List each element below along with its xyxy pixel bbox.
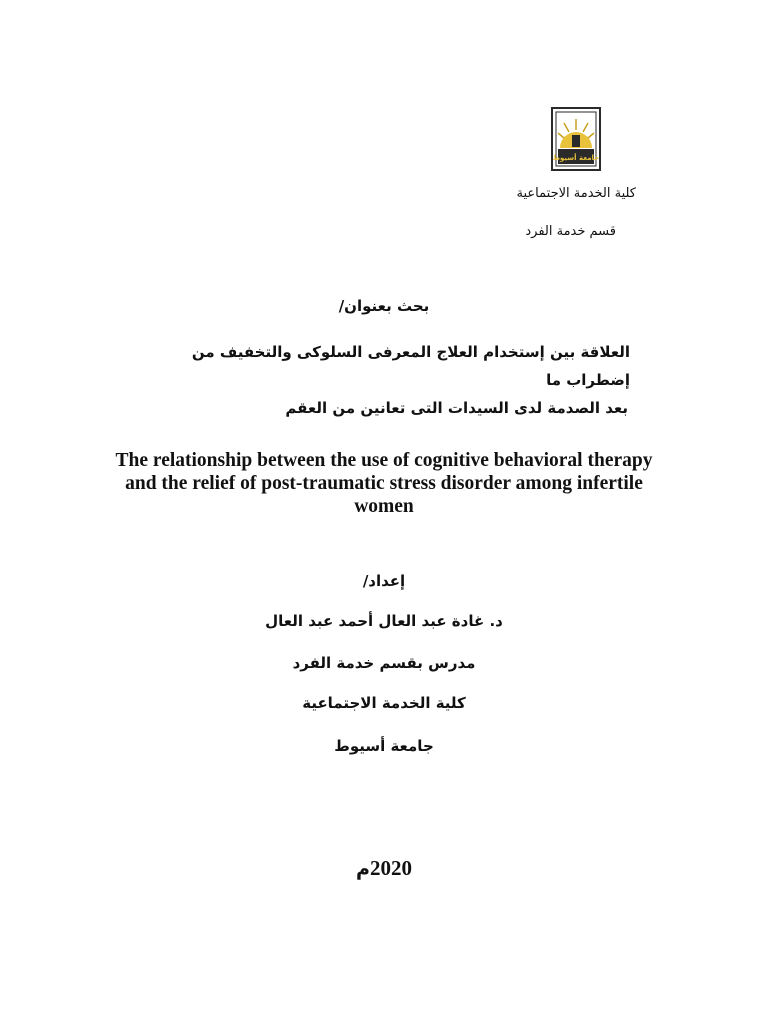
department-label: قسم خدمة الفرد [525,224,616,239]
svg-text:جامعة أسيوط: جامعة أسيوط [552,154,600,162]
year-number: 2020 [369,856,412,880]
research-title-english: The relationship between the use of cognitive behavioral therapy and the relief of post-traumatic stress disorder among infertile women [115,450,653,517]
author-name: د. غادة عبد العال أحمد عبد العال [265,612,503,630]
author-faculty: كلية الخدمة الاجتماعية [302,694,466,712]
research-title-arabic-line-2: بعد الصدمة لدى السيدات التى تعانين من العقم [285,399,628,417]
faculty-label: كلية الخدمة الاجتماعية [516,186,636,201]
university-logo-icon [549,104,603,172]
research-heading-label: بحث بعنوان/ [338,297,430,315]
author-position: مدرس بقسم خدمة الفرد [292,654,476,672]
year-suffix: م [356,858,370,880]
prepared-by-label: إعداد/ [362,572,406,590]
research-title-arabic [130,338,630,422]
publication-year [0,856,768,881]
author-university: جامعة أسيوط [334,737,434,755]
research-title-arabic-line-1: العلاقة بين إستخدام العلاج المعرفى السلوكى والتخفيف من إضطراب ما [191,343,630,389]
